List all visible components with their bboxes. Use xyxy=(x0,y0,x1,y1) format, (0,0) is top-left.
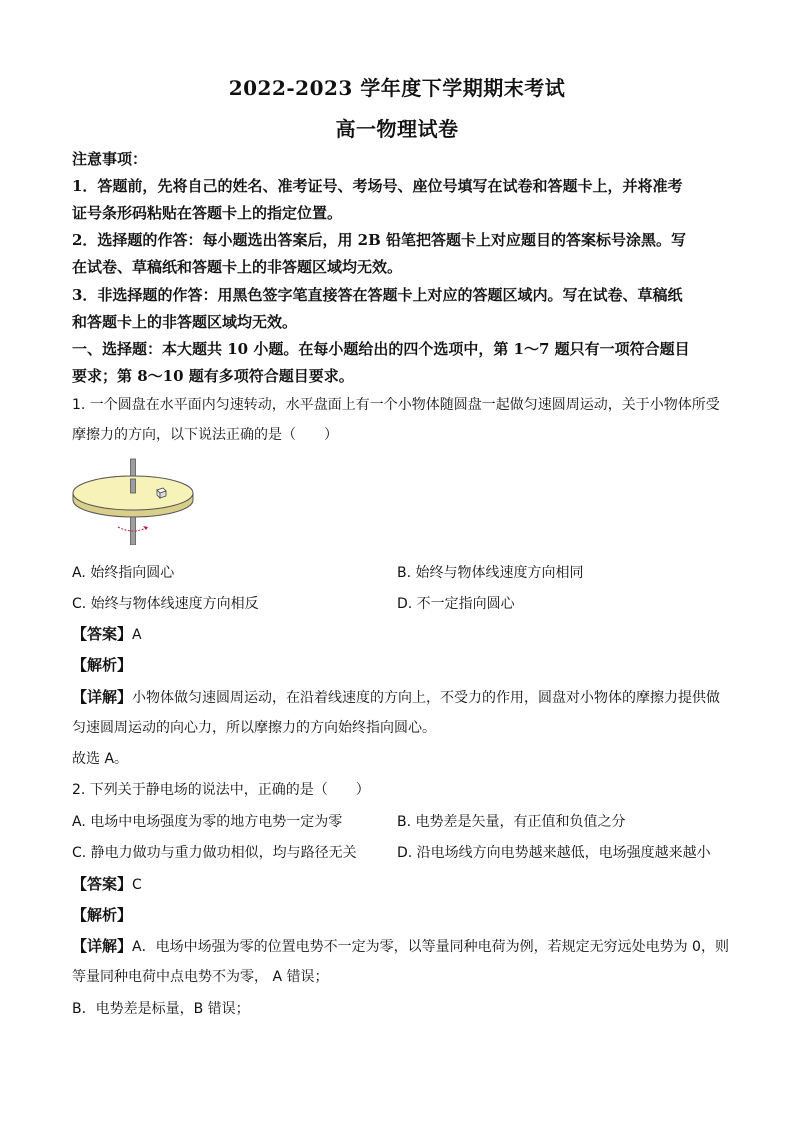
q2-answer-value: C xyxy=(132,877,142,893)
q1-option-d: D. 不一定指向圆心 xyxy=(397,596,515,612)
note-1-line-1: 1．答题前，先将自己的姓名、准考证号、考场号、座位号填写在试卷和答题卡上，并将准考 xyxy=(72,177,683,195)
axle-top-visible xyxy=(131,479,136,493)
small-object xyxy=(157,488,166,498)
rotating-disk-figure xyxy=(70,455,196,545)
q1-detail-text-1: 小物体做匀速圆周运动，在沿着线速度的方向上，不受力的作用，圆盘对小物体的摩擦力提供做 xyxy=(132,690,721,706)
note-2-line-1: 2．选择题的作答：每小题选出答案后，用 2B 铅笔把答题卡上对应题目的答案标号涂黑。写 xyxy=(72,231,687,249)
q1-answer-line xyxy=(72,625,732,644)
exam-subtitle: 高一物理试卷 xyxy=(335,117,459,141)
section-1-line-1: 一、选择题：本大题共 10 小题。在每小题给出的四个选项中，第 1～7 题只有一项符合题目 xyxy=(72,340,690,358)
exam-title: 2022-2023 学年度下学期期末考试 xyxy=(228,76,566,100)
note-3-line-1: 3．非选择题的作答：用黑色签字笔直接答在答题卡上对应的答题区域内。写在试卷、草稿纸 xyxy=(72,286,683,304)
q2-option-b: B. 电势差是矢量，有正值和负值之分 xyxy=(397,814,626,830)
q1-answer-tag: 【答案】 xyxy=(72,625,133,643)
q1-option-a: A. 始终指向圆心 xyxy=(72,565,175,581)
q2-stem: 2. 下列关于静电场的说法中，正确的是（ ） xyxy=(72,782,370,798)
q1-detail-line-2: 匀速圆周运动的向心力，所以摩擦力的方向始终指向圆心。 xyxy=(72,720,436,736)
note-3-line-2: 和答题卡上的非答题区域均无效。 xyxy=(72,313,298,331)
q2-detail-text-1: A．电场中场强为零的位置电势不一定为零，以等量同种电荷为例，若规定无穷远处电势为 0，则 xyxy=(132,939,729,955)
q1-detail-line-1 xyxy=(72,688,732,707)
section-1-line-2: 要求；第 8～10 题有多项符合题目要求。 xyxy=(72,367,354,385)
q2-detail-line-1 xyxy=(72,937,732,956)
note-1-line-2: 证号条形码粘贴在答题卡上的指定位置。 xyxy=(72,204,343,222)
q1-analysis-tag: 【解析】 xyxy=(72,656,133,674)
q2-option-a: A. 电场中电场强度为零的地方电势一定为零 xyxy=(72,814,343,830)
q1-option-c: C. 始终与物体线速度方向相反 xyxy=(72,596,259,612)
q1-detail-tag: 【详解】 xyxy=(72,688,133,706)
q1-stem-line-1: 1. 一个圆盘在水平面内匀速转动，水平盘面上有一个小物体随圆盘一起做匀速圆周运动，关于小物体所受 xyxy=(72,397,720,413)
q2-detail-line-3: B．电势差是标量，B 错误； xyxy=(72,1001,250,1017)
q2-option-d: D. 沿电场线方向电势越来越低，电场强度越来越小 xyxy=(397,845,711,861)
q1-stem-line-2: 摩擦力的方向，以下说法正确的是（ ） xyxy=(72,427,338,443)
q2-answer-line xyxy=(72,875,732,894)
q2-detail-line-2: 等量同种电荷中点电势不为零， A 错误； xyxy=(72,969,329,985)
notes-heading: 注意事项： xyxy=(72,150,148,168)
q2-analysis-tag: 【解析】 xyxy=(72,906,133,924)
note-2-line-2: 在试卷、草稿纸和答题卡上的非答题区域均无效。 xyxy=(72,258,403,276)
q2-option-c: C. 静电力做功与重力做功相似，均与路径无关 xyxy=(72,845,357,861)
q2-detail-tag: 【详解】 xyxy=(72,937,133,955)
q1-answer-value: A xyxy=(132,627,142,643)
rotation-arrowhead xyxy=(143,526,148,530)
q2-answer-tag: 【答案】 xyxy=(72,875,133,893)
q1-conclusion: 故选 A。 xyxy=(72,751,129,767)
q1-option-b: B. 始终与物体线速度方向相同 xyxy=(397,565,584,581)
